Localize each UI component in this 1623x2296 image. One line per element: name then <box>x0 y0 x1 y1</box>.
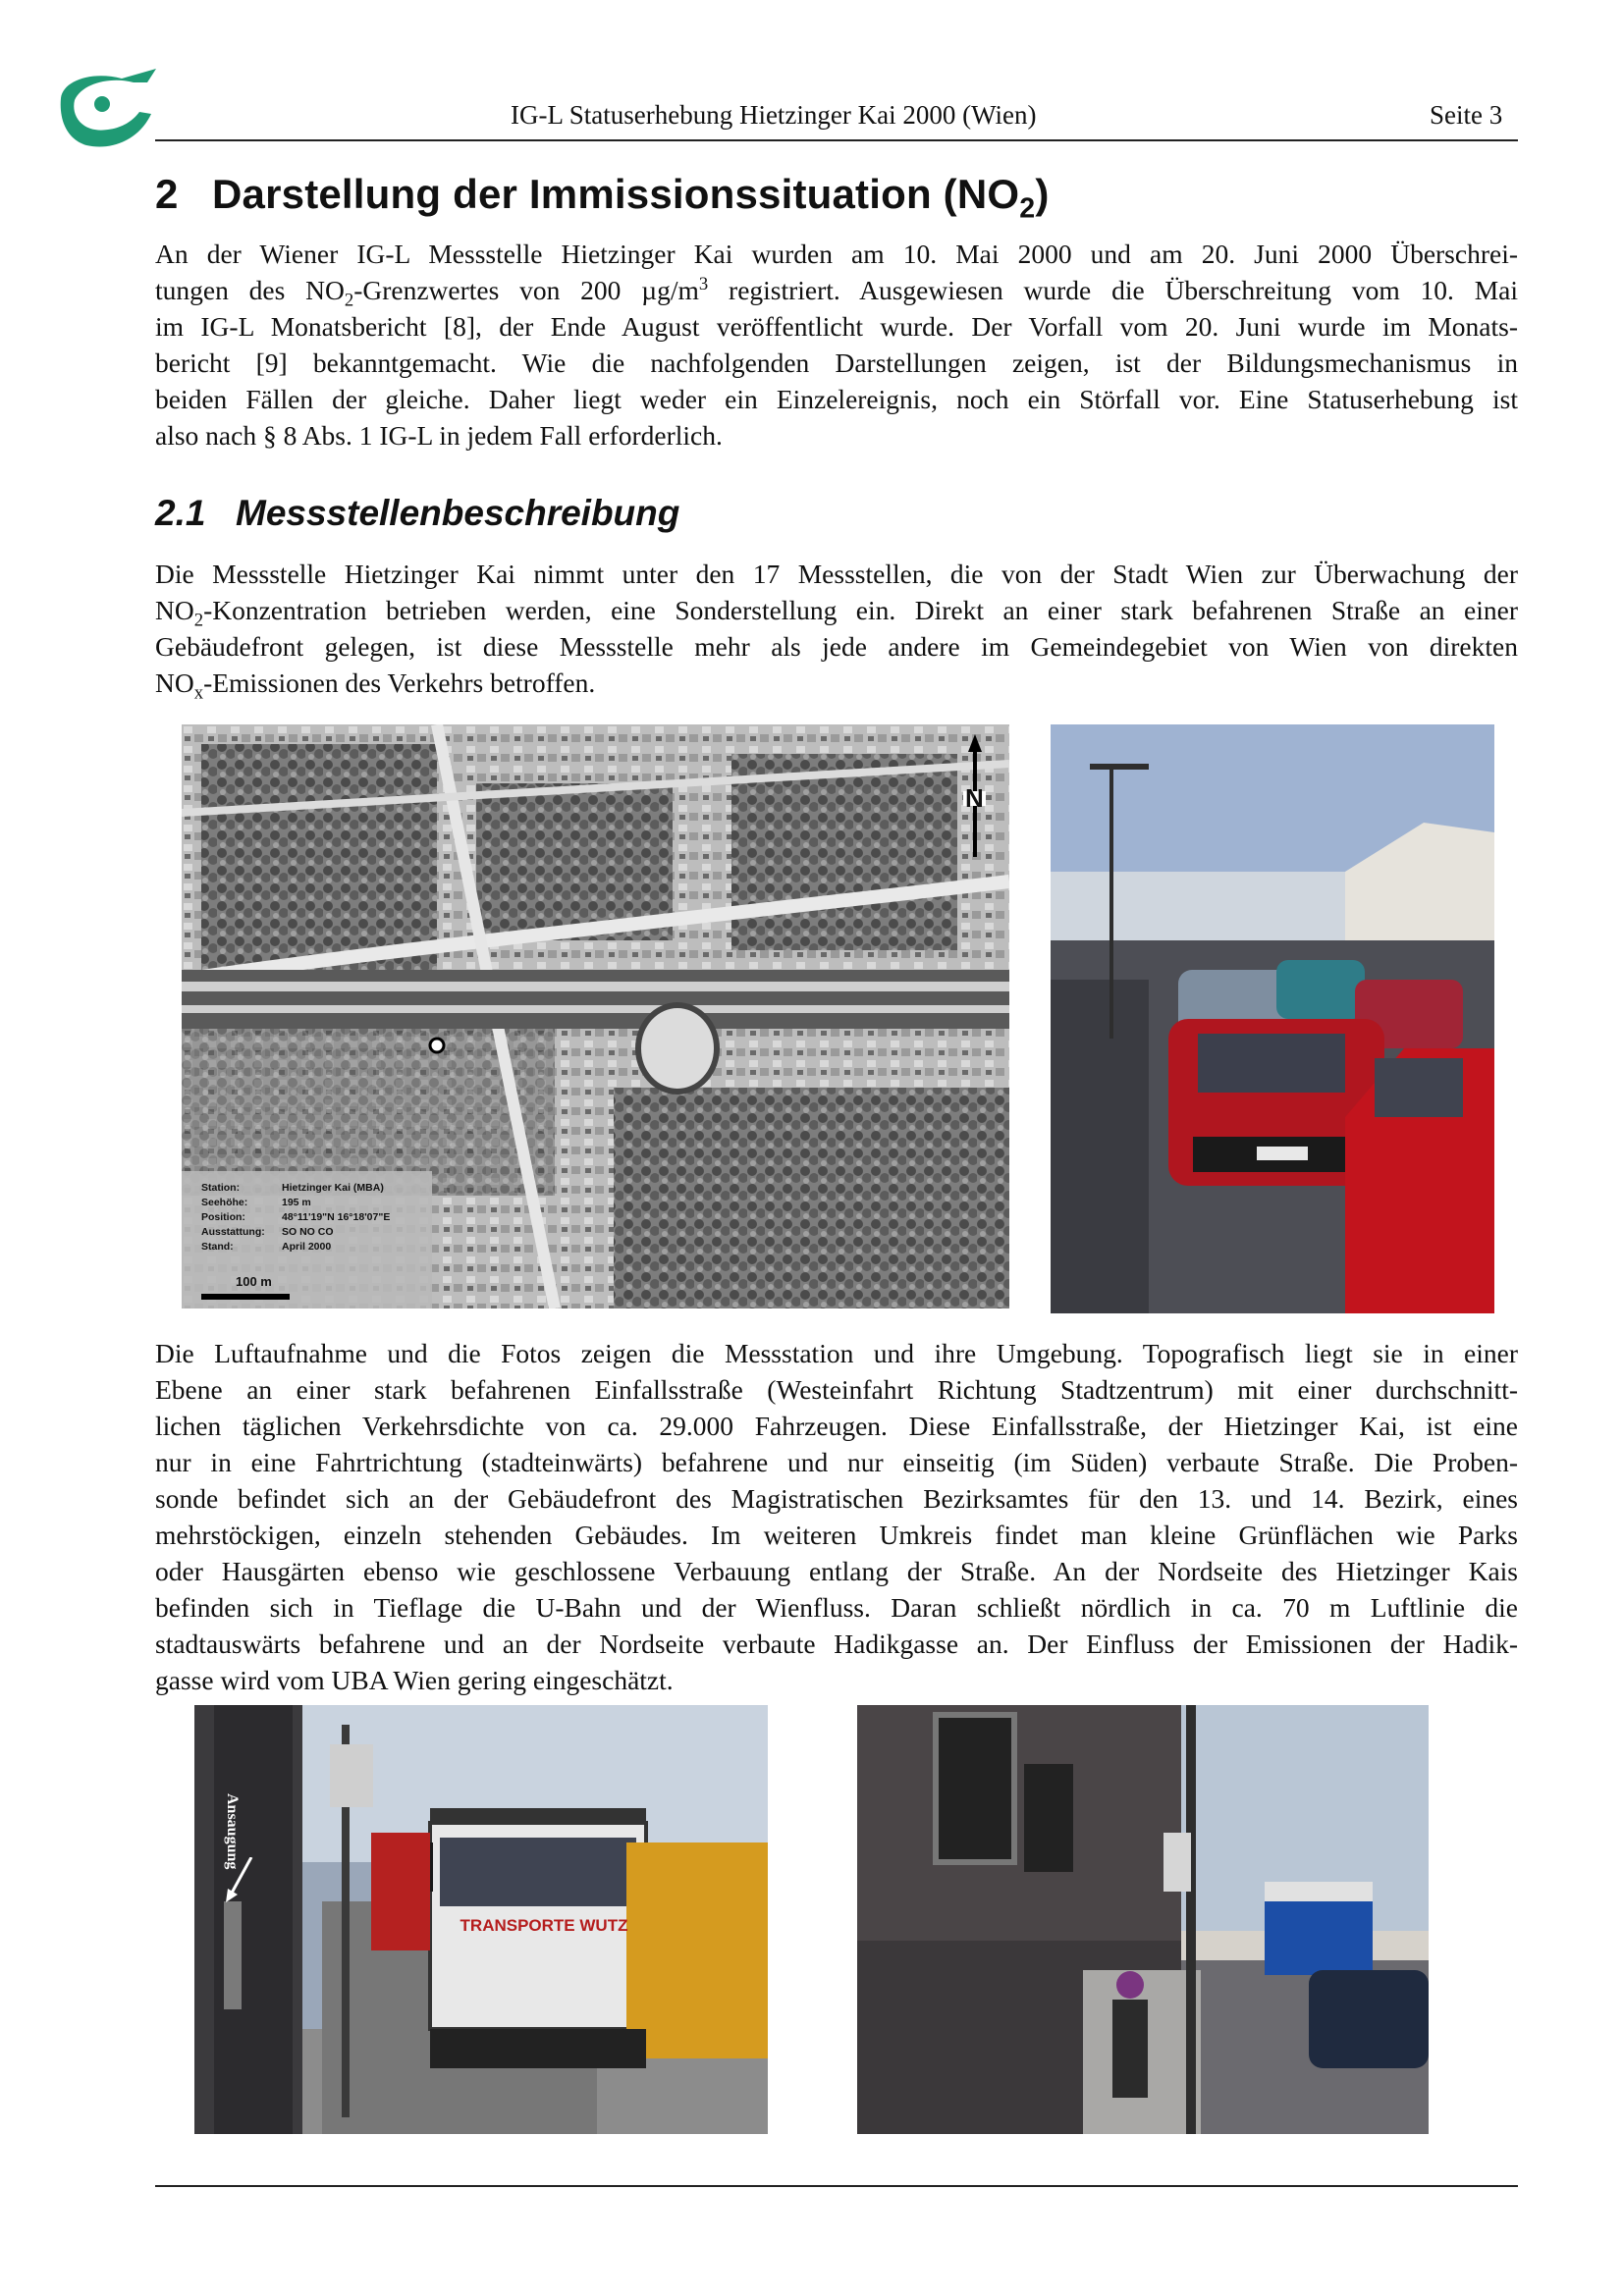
agency-logo-icon <box>53 61 161 159</box>
paragraph-station-description: Die Messstelle Hietzinger Kai nimmt unter den 17 Messstellen, die von der Stadt Wien zur Überwachung der $NO_2$-Konzentration betrieben werden, eine Sonderstellung ein. Direkt an einer stark befahrenen Straße an einer Gebäudefront gelegen, ist diese Messstelle mehr als jede andere im Gemeindegebiet von Wien von direkten $NO_x$-Emissionen des Verkehrs betroffen. <box>155 559 1518 704</box>
header-divider <box>155 139 1518 141</box>
section-heading <box>155 171 1050 225</box>
paragraph-surroundings: Die Luftaufnahme und die Fotos zeigen die Messstation und ihre Umgebung. Topografisch liegt sie in einer Ebene an einer stark befahrenen Einfallsstraße (Westeinfahrt Richtung Stadtzentrum) mit einer durchschnitt- lichen täglichen Verkehrsdichte von ca. 29.000 Fahrzeugen. Diese Einfallsstraße, der Hietzinger Kai, ist eine nur in eine Fahrtrichtung (stadteinwärts) befahrene und nur einseitig (im Süden) verbaute Straße. Die Proben- sonde befindet sich an der Gebäudefront des Magistratischen Bezirksamtes für den 13. und 14. Bezirk, eines mehrstöckigen, einzeln stehenden Gebäudes. Im weiteren Umkreis findet man kleine Grünflächen wie Parks oder Hausgärten ebenso wie geschlossene Verbauung entlang der Straße. An der Nordseite des Hietzinger Kais befinden sich in Tieflage die U-Bahn und der Wienfluss. Daran schließt nördlich in ca. 70 m Luftlinie die stadtauswärts befahrene und an der Nordseite verbaute Hadikgasse an. Der Einfluss der Emissionen der Hadik- gasse wird vom UBA Wien gering eingeschätzt. <box>155 1338 1518 1695</box>
map-legend: Station: Hietzinger Kai (MBA) Seehöhe: 195 m Position: 48°11'19"N 16°18'07"E Ausstattung: SO NO CO Stand: April 2000 <box>201 1182 391 1253</box>
arrow-icon <box>222 1857 261 1906</box>
subsection-heading <box>155 493 679 534</box>
subsection-number: 2.1 <box>155 493 206 533</box>
subsection-title: Messstellenbeschreibung <box>236 493 680 533</box>
truck-photo <box>194 1705 768 2134</box>
footer-divider <box>155 2185 1518 2187</box>
section-number: 2 <box>155 171 179 217</box>
building-photo <box>857 1705 1429 2134</box>
ansaugung-label: Ansaugung <box>224 1793 241 1870</box>
north-arrow-label: N <box>965 783 984 813</box>
map-scale-label: 100 m <box>236 1274 272 1289</box>
section-title: Darstellung der Immissionssituation $(NO_2)$ <box>212 171 1050 225</box>
station-marker-icon <box>430 1039 444 1052</box>
header-title: IG-L Statuserhebung Hietzinger Kai 2000 (Wien) <box>511 100 1037 130</box>
traffic-photo <box>1051 724 1494 1313</box>
page-number: Seite 3 <box>1430 100 1503 130</box>
paragraph-intro: An der Wiener IG-L Messstelle Hietzinger Kai wurden am 10. Mai 2000 und am 20. Juni 2000 Überschrei- tungen des $NO_2$-Grenzwertes von 200 $\mu g/m^3$ registriert. Ausgewiesen wurde die Überschreitung vom 10. Mai im IG-L Monatsbericht [8], der Ende August veröffentlicht wurde. Der Vorfall vom 20. Juni wurde im Monats- bericht [9] bekanntgemacht. Wie die nachfolgenden Darstellungen zeigen, ist der Bildungsmechanismus in beiden Fällen der gleiche. Daher liegt weder ein Einzelereignis, noch ein Störfall vor. Eine Statuserhebung ist also nach § 8 Abs. 1 IG-L in jedem Fall erforderlich. <box>155 239 1519 451</box>
aerial-photo <box>182 724 1009 1308</box>
truck-sign: TRANSPORTE WUTZ <box>460 1916 628 1935</box>
